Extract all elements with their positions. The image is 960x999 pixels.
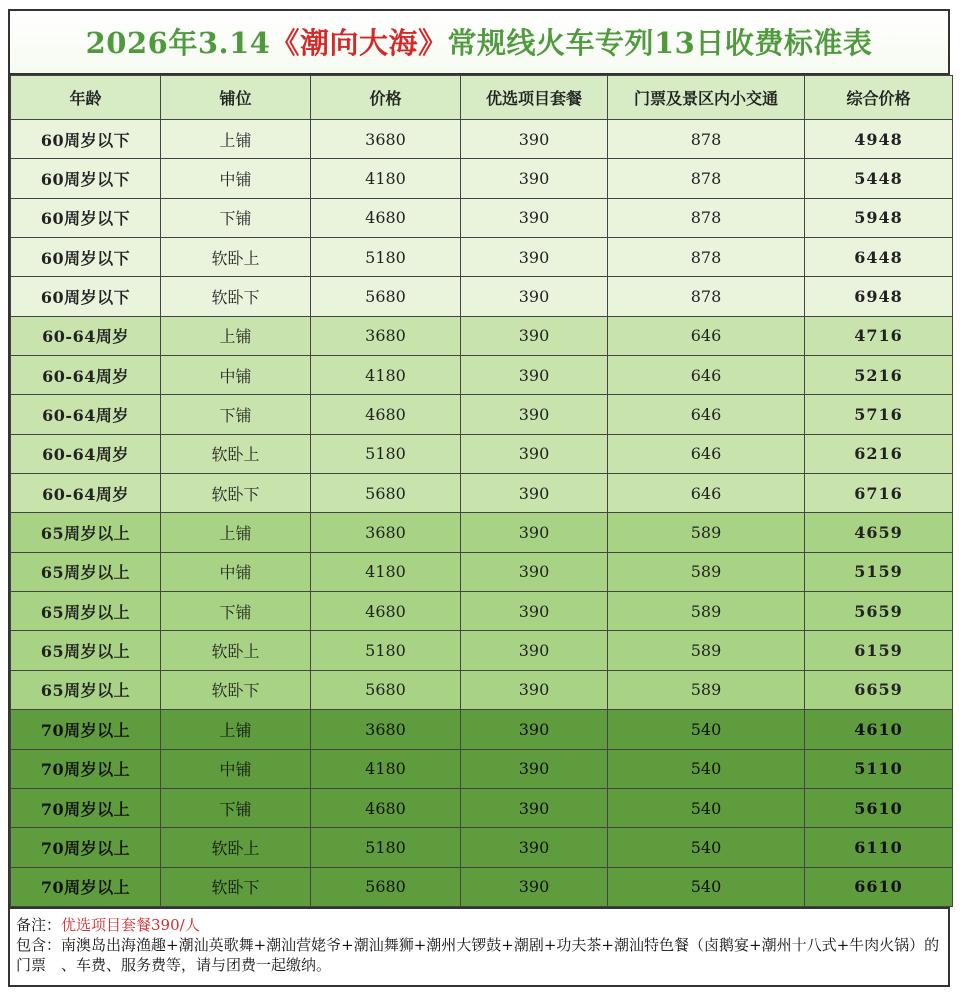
cell-age: 60周岁以下 bbox=[11, 277, 161, 316]
cell-age: 60-64周岁 bbox=[11, 356, 161, 395]
cell-berth: 软卧上 bbox=[161, 631, 311, 670]
cell-age: 60周岁以下 bbox=[11, 159, 161, 198]
cell-package: 390 bbox=[461, 867, 608, 906]
remark-line bbox=[16, 915, 942, 935]
cell-price: 4680 bbox=[311, 592, 461, 631]
title-prefix: 2026年3.14 bbox=[85, 26, 271, 60]
cell-ticket: 646 bbox=[608, 434, 805, 473]
cell-total: 4716 bbox=[805, 316, 953, 355]
cell-berth: 上铺 bbox=[161, 710, 311, 749]
cell-age: 65周岁以上 bbox=[11, 592, 161, 631]
header-ticket: 门票及景区内小交通 bbox=[608, 76, 805, 120]
cell-age: 70周岁以上 bbox=[11, 867, 161, 906]
cell-ticket: 646 bbox=[608, 316, 805, 355]
include-label: 包含： bbox=[16, 935, 62, 954]
cell-ticket: 589 bbox=[608, 552, 805, 591]
header-berth: 铺位 bbox=[161, 76, 311, 120]
cell-ticket: 589 bbox=[608, 670, 805, 709]
cell-total: 5610 bbox=[805, 788, 953, 827]
cell-package: 390 bbox=[461, 749, 608, 788]
cell-price: 5180 bbox=[311, 238, 461, 277]
notes bbox=[10, 907, 948, 979]
cell-berth: 上铺 bbox=[161, 513, 311, 552]
cell-price: 5680 bbox=[311, 867, 461, 906]
cell-ticket: 589 bbox=[608, 631, 805, 670]
cell-ticket: 540 bbox=[608, 828, 805, 867]
price-table bbox=[10, 75, 953, 907]
cell-price: 5180 bbox=[311, 631, 461, 670]
table-body bbox=[11, 120, 953, 907]
cell-age: 60周岁以下 bbox=[11, 198, 161, 237]
cell-total: 6948 bbox=[805, 277, 953, 316]
table-row bbox=[11, 670, 953, 709]
cell-total: 5448 bbox=[805, 159, 953, 198]
table-row bbox=[11, 316, 953, 355]
cell-package: 390 bbox=[461, 316, 608, 355]
cell-price: 3680 bbox=[311, 710, 461, 749]
cell-total: 6610 bbox=[805, 867, 953, 906]
title-highlight: 《潮向大海》 bbox=[270, 26, 448, 60]
cell-price: 5680 bbox=[311, 670, 461, 709]
cell-package: 390 bbox=[461, 828, 608, 867]
cell-age: 65周岁以上 bbox=[11, 552, 161, 591]
table-row bbox=[11, 434, 953, 473]
cell-berth: 软卧下 bbox=[161, 277, 311, 316]
cell-package: 390 bbox=[461, 513, 608, 552]
cell-berth: 上铺 bbox=[161, 120, 311, 159]
table-row bbox=[11, 631, 953, 670]
cell-price: 3680 bbox=[311, 316, 461, 355]
table-header-row bbox=[11, 76, 953, 120]
cell-berth: 软卧下 bbox=[161, 670, 311, 709]
cell-age: 70周岁以上 bbox=[11, 788, 161, 827]
cell-price: 4680 bbox=[311, 395, 461, 434]
cell-total: 5159 bbox=[805, 552, 953, 591]
header-package: 优选项目套餐 bbox=[461, 76, 608, 120]
cell-age: 70周岁以上 bbox=[11, 749, 161, 788]
cell-price: 4180 bbox=[311, 159, 461, 198]
cell-total: 4659 bbox=[805, 513, 953, 552]
table-row bbox=[11, 198, 953, 237]
cell-price: 3680 bbox=[311, 513, 461, 552]
cell-total: 6159 bbox=[805, 631, 953, 670]
header-price: 价格 bbox=[311, 76, 461, 120]
cell-berth: 下铺 bbox=[161, 788, 311, 827]
cell-ticket: 878 bbox=[608, 198, 805, 237]
cell-package: 390 bbox=[461, 120, 608, 159]
cell-total: 6659 bbox=[805, 670, 953, 709]
cell-berth: 软卧上 bbox=[161, 238, 311, 277]
table-row bbox=[11, 828, 953, 867]
cell-price: 5180 bbox=[311, 828, 461, 867]
cell-berth: 中铺 bbox=[161, 749, 311, 788]
cell-berth: 中铺 bbox=[161, 159, 311, 198]
cell-price: 5680 bbox=[311, 277, 461, 316]
cell-total: 6448 bbox=[805, 238, 953, 277]
cell-ticket: 540 bbox=[608, 788, 805, 827]
cell-ticket: 646 bbox=[608, 356, 805, 395]
remark-label: 备注： bbox=[16, 915, 62, 934]
cell-ticket: 540 bbox=[608, 710, 805, 749]
cell-berth: 软卧上 bbox=[161, 828, 311, 867]
cell-price: 4180 bbox=[311, 356, 461, 395]
table-row bbox=[11, 159, 953, 198]
cell-berth: 上铺 bbox=[161, 316, 311, 355]
cell-berth: 中铺 bbox=[161, 552, 311, 591]
cell-ticket: 589 bbox=[608, 513, 805, 552]
table-row bbox=[11, 788, 953, 827]
price-sheet bbox=[8, 9, 950, 987]
table-row bbox=[11, 867, 953, 906]
table-row bbox=[11, 120, 953, 159]
cell-ticket: 646 bbox=[608, 474, 805, 513]
cell-package: 390 bbox=[461, 631, 608, 670]
cell-age: 60-64周岁 bbox=[11, 395, 161, 434]
cell-age: 60-64周岁 bbox=[11, 434, 161, 473]
table-row bbox=[11, 277, 953, 316]
cell-price: 5680 bbox=[311, 474, 461, 513]
cell-berth: 中铺 bbox=[161, 356, 311, 395]
cell-ticket: 878 bbox=[608, 159, 805, 198]
cell-price: 4680 bbox=[311, 198, 461, 237]
cell-package: 390 bbox=[461, 356, 608, 395]
include-line bbox=[16, 935, 942, 975]
cell-ticket: 540 bbox=[608, 749, 805, 788]
cell-package: 390 bbox=[461, 198, 608, 237]
cell-price: 4680 bbox=[311, 788, 461, 827]
cell-ticket: 589 bbox=[608, 592, 805, 631]
cell-age: 60-64周岁 bbox=[11, 474, 161, 513]
cell-ticket: 878 bbox=[608, 238, 805, 277]
cell-berth: 下铺 bbox=[161, 592, 311, 631]
cell-price: 4180 bbox=[311, 749, 461, 788]
table-row bbox=[11, 238, 953, 277]
include-text: 南澳岛出海渔趣+潮汕英歌舞+潮汕营姥爷+潮汕舞狮+潮州大锣鼓+潮剧+功夫茶+潮汕特色餐（卤鹅宴+潮州十八式+牛肉火锅）的门票 、车费、服务费等，请与团费一起缴纳。 bbox=[16, 935, 940, 974]
cell-age: 70周岁以上 bbox=[11, 710, 161, 749]
cell-price: 3680 bbox=[311, 120, 461, 159]
cell-ticket: 878 bbox=[608, 120, 805, 159]
cell-total: 5716 bbox=[805, 395, 953, 434]
cell-ticket: 646 bbox=[608, 395, 805, 434]
cell-total: 5948 bbox=[805, 198, 953, 237]
cell-berth: 软卧下 bbox=[161, 867, 311, 906]
cell-package: 390 bbox=[461, 434, 608, 473]
cell-package: 390 bbox=[461, 788, 608, 827]
cell-age: 70周岁以上 bbox=[11, 828, 161, 867]
page-title bbox=[10, 11, 948, 75]
table-row bbox=[11, 552, 953, 591]
table-row bbox=[11, 474, 953, 513]
cell-package: 390 bbox=[461, 395, 608, 434]
cell-age: 65周岁以上 bbox=[11, 631, 161, 670]
table-row bbox=[11, 749, 953, 788]
cell-age: 65周岁以上 bbox=[11, 513, 161, 552]
cell-total: 4948 bbox=[805, 120, 953, 159]
cell-total: 5110 bbox=[805, 749, 953, 788]
table-row bbox=[11, 356, 953, 395]
cell-total: 6216 bbox=[805, 434, 953, 473]
cell-total: 4610 bbox=[805, 710, 953, 749]
cell-total: 5216 bbox=[805, 356, 953, 395]
cell-berth: 下铺 bbox=[161, 198, 311, 237]
cell-berth: 软卧上 bbox=[161, 434, 311, 473]
cell-package: 390 bbox=[461, 474, 608, 513]
title-suffix: 常规线火车专列13日收费标准表 bbox=[447, 26, 873, 60]
cell-package: 390 bbox=[461, 238, 608, 277]
cell-total: 5659 bbox=[805, 592, 953, 631]
cell-total: 6716 bbox=[805, 474, 953, 513]
cell-berth: 软卧下 bbox=[161, 474, 311, 513]
cell-age: 60-64周岁 bbox=[11, 316, 161, 355]
cell-age: 60周岁以下 bbox=[11, 238, 161, 277]
cell-ticket: 540 bbox=[608, 867, 805, 906]
cell-package: 390 bbox=[461, 552, 608, 591]
table-row bbox=[11, 592, 953, 631]
cell-package: 390 bbox=[461, 159, 608, 198]
cell-package: 390 bbox=[461, 277, 608, 316]
cell-price: 4180 bbox=[311, 552, 461, 591]
cell-price: 5180 bbox=[311, 434, 461, 473]
cell-package: 390 bbox=[461, 592, 608, 631]
cell-age: 65周岁以上 bbox=[11, 670, 161, 709]
cell-total: 6110 bbox=[805, 828, 953, 867]
header-total: 综合价格 bbox=[805, 76, 953, 120]
cell-package: 390 bbox=[461, 710, 608, 749]
cell-package: 390 bbox=[461, 670, 608, 709]
cell-age: 60周岁以下 bbox=[11, 120, 161, 159]
remark-text: 优选项目套餐390/人 bbox=[61, 915, 200, 934]
cell-ticket: 878 bbox=[608, 277, 805, 316]
table-row bbox=[11, 395, 953, 434]
cell-berth: 下铺 bbox=[161, 395, 311, 434]
header-age: 年龄 bbox=[11, 76, 161, 120]
table-row bbox=[11, 710, 953, 749]
table-row bbox=[11, 513, 953, 552]
